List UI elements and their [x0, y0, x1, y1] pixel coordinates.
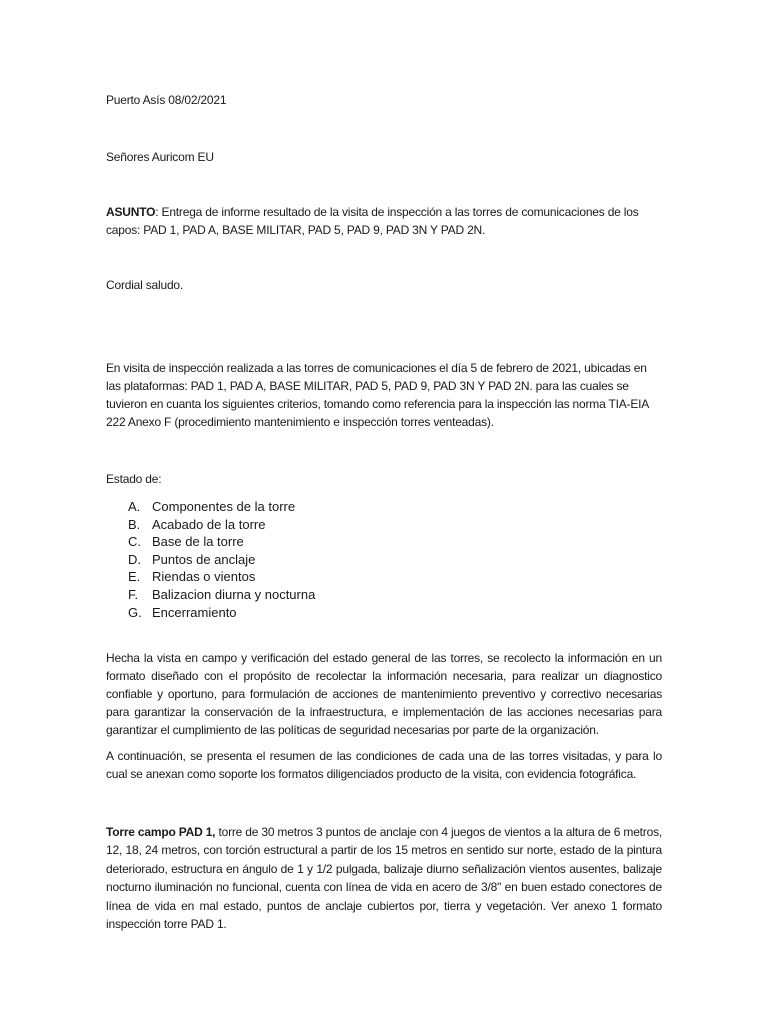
list-item-label: Base de la torre [152, 534, 244, 550]
list-item [106, 568, 315, 586]
intro-paragraph: En visita de inspección realizada a las torres de comunicaciones el día 5 de febrero de 2021, ubicadas en las plataformas: PAD 1, PAD A, BASE MILITAR, PAD 5, PAD 9, PAD 3N Y PAD 2N. para las cuales se tuvieron en cuanta los siguientes criterios, tomando como referencia para la inspección las norma TIA-EIA 222 Anexo F (procedimiento mantenimiento e inspección torres venteadas). [106, 361, 649, 429]
list-item-label: Componentes de la torre [152, 499, 296, 514]
list-marker: C. [128, 534, 141, 550]
list-item [106, 551, 315, 569]
tower-pad1-text: torre de 30 metros 3 puntos de anclaje con 4 juegos de vientos a la altura de 6 metros, 12, 18, 24 metros, con torción estructural a partir de los 15 metros en sentido sur norte, estado de la pintura deteriorado, estructura en ángulo de 1 y 1/2 pulgada, balizaje diurno señalización vientos ausentes, balizaje nocturno iluminación no funcional, cuenta con línea de vida en acero de 3/8" en buen estado conectores de línea de vida en mal estado, puntos de anclaje cubiertos por, tierra y vegetación. Ver anexo 1 formato inspección torre PAD 1. [106, 825, 663, 932]
tower-pad1-label: Torre campo PAD 1, [106, 825, 216, 839]
state-heading: Estado de: [106, 472, 162, 486]
subject-block [106, 203, 646, 239]
list-item [106, 586, 315, 604]
list-item [106, 604, 315, 622]
list-marker: B. [128, 516, 141, 532]
tower-pad1-paragraph [106, 823, 662, 933]
list-marker: G. [128, 604, 142, 620]
field-paragraph: Hecha la vista en campo y verificación del estado general de las torres, se recolecto la información en un formato diseñado con el propósito de recolectar la información necesaria, para realizar un diagnostico confiable y oportuno, para formulación de acciones de mantenimiento preventivo y correctivo necesarias para garantizar la conservación de la infraestructura, e implementación de las acciones necesarias para garantizar el cumplimiento de las políticas de seguridad necesarias por parte de la organización. [106, 651, 662, 737]
greeting: Cordial saludo. [106, 278, 184, 292]
list-marker: E. [128, 569, 141, 585]
list-item-label: Encerramiento [152, 604, 237, 620]
list-item-label: Acabado de la torre [152, 516, 266, 532]
list-item [106, 516, 315, 534]
list-item-label: Puntos de anclaje [152, 551, 256, 567]
list-marker: D. [128, 551, 141, 567]
recipient: Señores Auricom EU [106, 150, 214, 164]
subject-label: ASUNTO [106, 205, 156, 219]
summary-paragraph: A continuación, se presenta el resumen de las condiciones de cada una de las torres visitadas, y para lo cual se anexan como soporte los formatos diligenciados producto de la visita, con evidencia fotográfica. [106, 749, 662, 781]
list-marker: A. [128, 499, 141, 514]
list-item-label: Riendas o vientos [152, 569, 256, 585]
list-marker: F. [128, 586, 139, 602]
list-item [106, 533, 315, 551]
list-item-label: Balizacion diurna y nocturna [152, 586, 316, 602]
subject-text: : Entrega de informe resultado de la visita de inspección a las torres de comunicaciones de los capos: PAD 1, PAD A, BASE MILITAR, PAD 5, PAD 9, PAD 3N Y PAD 2N. [106, 205, 639, 237]
criteria-list [106, 498, 315, 621]
list-item [106, 498, 315, 516]
place-date: Puerto Asís 08/02/2021 [106, 93, 227, 107]
